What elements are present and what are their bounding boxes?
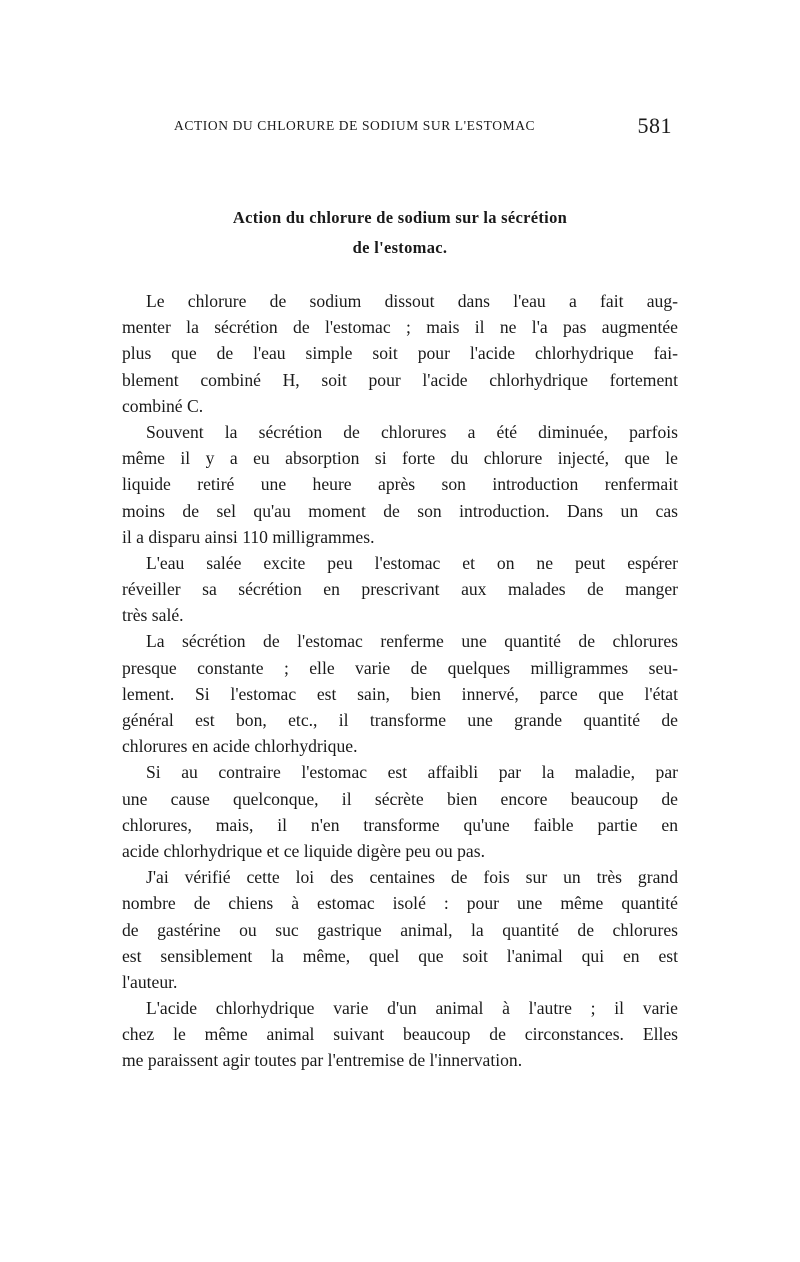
text-line: moins de sel qu'au moment de son introduction. Dans un cas <box>122 500 678 521</box>
text-line: L'acide chlorhydrique varie d'un animal à l'autre ; il varie <box>146 998 678 1019</box>
paragraph <box>122 628 678 759</box>
text-line: très salé. <box>122 605 184 626</box>
text-line: presque constante ; elle varie de quelques milligrammes seu- <box>122 657 678 678</box>
text-line: même il y a eu absorption si forte du chlorure injecté, que le <box>122 448 678 469</box>
paragraph <box>122 864 678 995</box>
text-line: Souvent la sécrétion de chlorures a été diminuée, parfois <box>146 421 678 442</box>
text-line: La sécrétion de l'estomac renferme une quantité de chlorures <box>146 631 678 652</box>
text-line: L'eau salée excite peu l'estomac et on ne peut espérer <box>146 552 678 573</box>
text-line: chlorures en acide chlorhydrique. <box>122 736 358 757</box>
text-line: l'auteur. <box>122 971 178 992</box>
paragraph <box>122 759 678 864</box>
body-text <box>122 288 678 1074</box>
text-line: J'ai vérifié cette loi des centaines de fois sur un très grand <box>146 867 678 888</box>
section-title <box>150 203 650 263</box>
paragraph <box>122 995 678 1074</box>
text-line: blement combiné H, soit pour l'acide chlorhydrique fortement <box>122 369 678 390</box>
text-line: lement. Si l'estomac est sain, bien innervé, parce que l'état <box>122 683 678 704</box>
text-line: est sensiblement la même, quel que soit l'animal qui en est <box>122 945 678 966</box>
running-head <box>174 113 672 140</box>
text-line: il a disparu ainsi 110 milligrammes. <box>122 526 375 547</box>
running-title: ACTION DU CHLORURE DE SODIUM SUR L'ESTOMAC <box>174 118 536 133</box>
section-title-line-1: Action du chlorure de sodium sur la sécrétion <box>232 208 568 227</box>
text-line: nombre de chiens à estomac isolé : pour une même quantité <box>122 893 678 914</box>
text-line: plus que de l'eau simple soit pour l'acide chlorhydrique fai- <box>122 343 678 364</box>
text-line: Si au contraire l'estomac est affaibli par la maladie, par <box>146 762 678 783</box>
text-line: liquide retiré une heure après son introduction renfermait <box>122 474 678 495</box>
text-line: menter la sécrétion de l'estomac ; mais il ne l'a pas augmentée <box>122 317 678 338</box>
paragraph <box>122 288 678 419</box>
paragraph <box>122 419 678 550</box>
text-line: chez le même animal suivant beaucoup de circonstances. Elles <box>122 1024 678 1045</box>
text-line: chlorures, mais, il n'en transforme qu'une faible partie en <box>122 814 678 835</box>
text-line: de gastérine ou suc gastrique animal, la quantité de chlorures <box>122 919 678 940</box>
text-line: me paraissent agir toutes par l'entremise de l'innervation. <box>122 1050 523 1071</box>
text-line: général est bon, etc., il transforme une grande quantité de <box>122 710 678 730</box>
text-line: réveiller sa sécrétion en prescrivant aux malades de manger <box>122 579 678 600</box>
text-line: une cause quelconque, il sécrète bien encore beaucoup de <box>122 788 678 809</box>
paragraph <box>122 550 678 629</box>
section-title-line-2: de l'estomac. <box>352 238 448 257</box>
text-line: combiné C. <box>122 395 204 416</box>
text-line: Le chlorure de sodium dissout dans l'eau a fait aug- <box>146 291 678 311</box>
page-number: 581 <box>637 113 672 138</box>
text-line: acide chlorhydrique et ce liquide digère peu ou pas. <box>122 840 485 861</box>
